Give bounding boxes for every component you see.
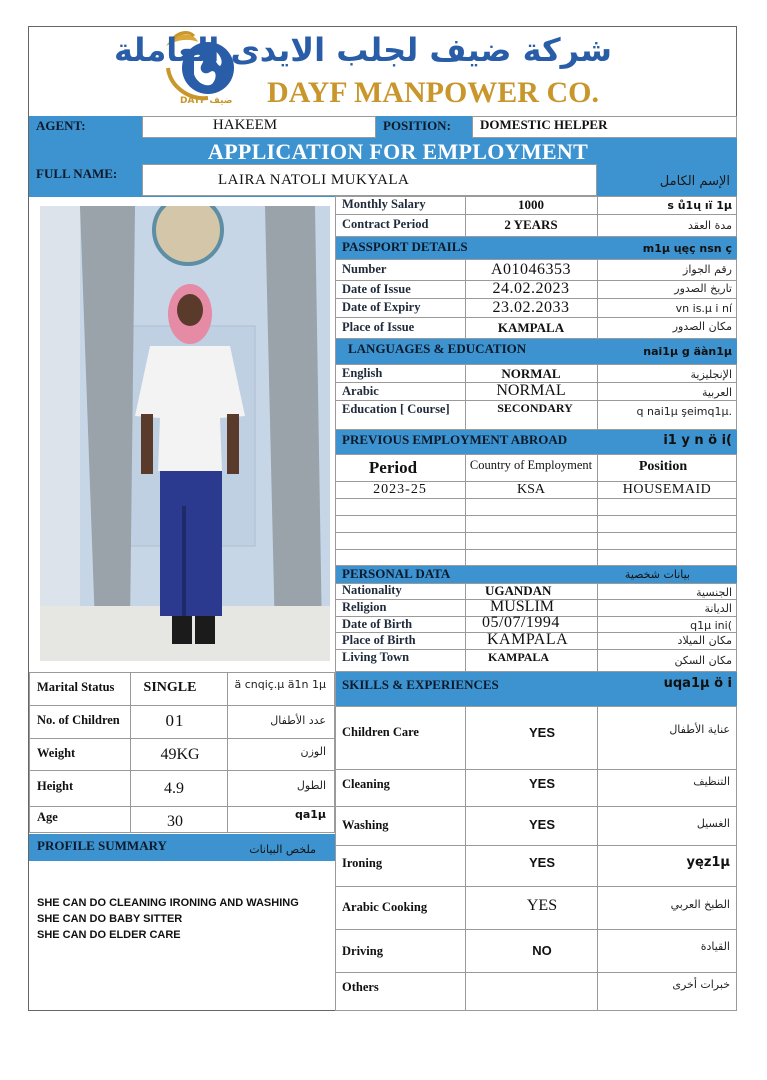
arabic-label: Arabic xyxy=(342,384,379,398)
skill-washing-value: YES xyxy=(528,817,555,832)
living-town-value: KAMPALA xyxy=(488,650,550,664)
position-value-prev: HOUSEMAID xyxy=(622,482,712,497)
contract-value: 2 YEARS xyxy=(504,217,558,232)
education-label: Education [ Course] xyxy=(342,402,450,416)
dob-label-ar: )q1µ ini xyxy=(690,619,732,632)
pob-label: Place of Birth xyxy=(342,633,416,647)
languages-title: LANGUAGES & EDUCATION xyxy=(348,341,527,356)
education-label-ar: .q nai1µ şeimq1µ xyxy=(636,405,732,418)
full-name-label: FULL NAME: xyxy=(36,166,118,181)
country-value: KSA xyxy=(516,482,545,497)
logo-small-text: DAYF ضيف xyxy=(180,96,233,106)
marital-value: SINGLE xyxy=(143,680,197,695)
religion-label-ar: الديانة xyxy=(704,602,732,615)
dob-label: Date of Birth xyxy=(342,617,413,631)
skill-driving-label-ar: القيادة xyxy=(700,940,730,953)
profile-title: PROFILE SUMMARY xyxy=(37,838,167,853)
personal-title-ar: بيانات شخصية xyxy=(624,568,690,581)
arabic-label-ar: العربية xyxy=(701,386,732,399)
passport-title: PASSPORT DETAILS xyxy=(342,239,468,254)
passport-title-ar: m1µ ųęç nsn ç xyxy=(642,242,732,255)
issue-date-value: 24.02.2023 xyxy=(492,280,570,297)
skill-children-care-value: YES xyxy=(528,725,555,740)
age-value: 30 xyxy=(167,813,183,830)
skill-cleaning-label: Cleaning xyxy=(342,777,390,791)
education-value: SECONDARY xyxy=(497,401,573,415)
age-label: Age xyxy=(37,810,58,824)
arabic-value: NORMAL xyxy=(496,382,566,399)
full-name-label-ar: الإسم الكامل xyxy=(659,174,730,189)
period-value: 2023-25 xyxy=(373,482,427,497)
english-label: English xyxy=(342,366,383,380)
contract-label: Contract Period xyxy=(342,217,429,231)
skill-ironing-label: Ironing xyxy=(342,856,383,870)
english-value: NORMAL xyxy=(501,366,561,381)
contract-label-ar: مدة العقد xyxy=(688,219,732,232)
pob-label-ar: مكان الميلاد xyxy=(677,634,732,647)
salary-value: 1000 xyxy=(518,197,544,212)
skill-driving-label: Driving xyxy=(342,944,383,958)
passport-number-value: A01046353 xyxy=(490,261,572,278)
height-value: 4.9 xyxy=(164,780,184,797)
nationality-value: UGANDAN xyxy=(485,583,552,598)
salary-label: Monthly Salary xyxy=(342,197,426,211)
passport-number-label: Number xyxy=(342,262,387,276)
children-value: 01 xyxy=(165,711,185,730)
prev-employment-title-ar: )i1 y n ö i xyxy=(663,433,732,448)
period-header: Period xyxy=(368,458,418,477)
skill-cleaning-label-ar: التنظيف xyxy=(693,775,730,788)
children-label: No. of Children xyxy=(37,713,120,727)
skill-ironing-label-ar: yęz1µ xyxy=(686,855,730,870)
expiry-date-label: Date of Expiry xyxy=(342,300,421,314)
nationality-label: Nationality xyxy=(342,583,402,597)
issue-place-value: KAMPALA xyxy=(497,320,565,335)
skill-children-care-label-ar: عناية الأطفال xyxy=(669,723,730,736)
profile-line-3: SHE CAN DO ELDER CARE xyxy=(37,929,181,941)
company-name-english: DAYF MANPOWER CO. xyxy=(267,76,599,109)
country-header: Country of Employment xyxy=(469,458,593,472)
weight-label: Weight xyxy=(37,746,76,760)
skill-washing-label: Washing xyxy=(342,818,389,832)
skill-arabic-cooking-label: Arabic Cooking xyxy=(342,900,428,914)
position-value: DOMESTIC HELPER xyxy=(480,117,608,132)
skills-title-ar: uqa1µ ö i xyxy=(663,676,732,691)
english-label-ar: الإنجليزية xyxy=(690,368,732,381)
nationality-label-ar: الجنسية xyxy=(696,586,732,599)
issue-date-label-ar: تاريخ الصدور xyxy=(674,282,732,295)
skills-title: SKILLS & EXPERIENCES xyxy=(342,677,499,692)
issue-place-label-ar: مكان الصدور xyxy=(672,320,732,333)
form-title: APPLICATION FOR EMPLOYMENT xyxy=(207,139,589,164)
skill-cleaning-value: YES xyxy=(528,776,555,791)
skill-arabic-cooking-value: YES xyxy=(526,897,558,914)
profile-title-ar: ملخص البيانات xyxy=(249,843,316,856)
profile-line-2: SHE CAN DO BABY SITTER xyxy=(37,913,183,925)
marital-label-ar: ä cnqiç.µ ä1n 1µ xyxy=(234,678,326,691)
religion-value: MUSLIM xyxy=(490,598,555,615)
agent-label: AGENT: xyxy=(36,118,86,133)
expiry-date-label-ar: vn is.µ i ní xyxy=(675,302,732,315)
pob-value: KAMPALA xyxy=(487,631,569,648)
age-label-ar: qa1µ xyxy=(294,808,326,821)
position-header: Position xyxy=(638,459,688,474)
living-town-label: Living Town xyxy=(342,650,410,664)
dob-value: 05/07/1994 xyxy=(482,614,560,631)
company-name-arabic: شركة ضيف لجلب الايدى العاملة xyxy=(113,31,612,69)
position-label: POSITION: xyxy=(383,118,451,133)
issue-date-label: Date of Issue xyxy=(342,282,411,296)
profile-line-1: SHE CAN DO CLEANING IRONING AND WASHING xyxy=(37,897,299,909)
skill-others-label-ar: خبرات أخرى xyxy=(672,978,730,991)
skill-ironing-value: YES xyxy=(528,855,555,870)
skill-children-care-label: Children Care xyxy=(342,725,419,739)
height-label-ar: الطول xyxy=(296,779,326,792)
salary-label-ar: s ů1ų ıı̈ 1µ xyxy=(667,199,732,212)
languages-title-ar: nai1µ g äàn1µ xyxy=(643,345,732,358)
marital-label: Marital Status xyxy=(37,680,115,694)
expiry-date-value: 23.02.2033 xyxy=(492,299,570,316)
candidate-photo xyxy=(40,206,330,661)
issue-place-label: Place of Issue xyxy=(342,320,415,334)
height-label: Height xyxy=(37,779,74,793)
living-town-label-ar: مكان السكن xyxy=(674,654,732,667)
personal-title: PERSONAL DATA xyxy=(342,566,451,581)
weight-value: 49KG xyxy=(160,746,200,763)
skill-others-label: Others xyxy=(342,980,379,994)
skill-arabic-cooking-label-ar: الطبخ العربي xyxy=(670,898,730,911)
skill-washing-label-ar: الغسيل xyxy=(696,817,730,830)
weight-label-ar: الوزن xyxy=(300,745,326,758)
religion-label: Religion xyxy=(342,600,387,614)
person-photo-icon xyxy=(40,206,330,661)
children-label-ar: عدد الأطفال xyxy=(270,714,326,727)
full-name-value: LAIRA NATOLI MUKYALA xyxy=(218,172,410,188)
passport-number-label-ar: رقم الجواز xyxy=(683,263,732,276)
prev-employment-title: PREVIOUS EMPLOYMENT ABROAD xyxy=(342,432,568,447)
skill-driving-value: NO xyxy=(532,943,552,958)
agent-value: HAKEEM xyxy=(212,117,278,133)
